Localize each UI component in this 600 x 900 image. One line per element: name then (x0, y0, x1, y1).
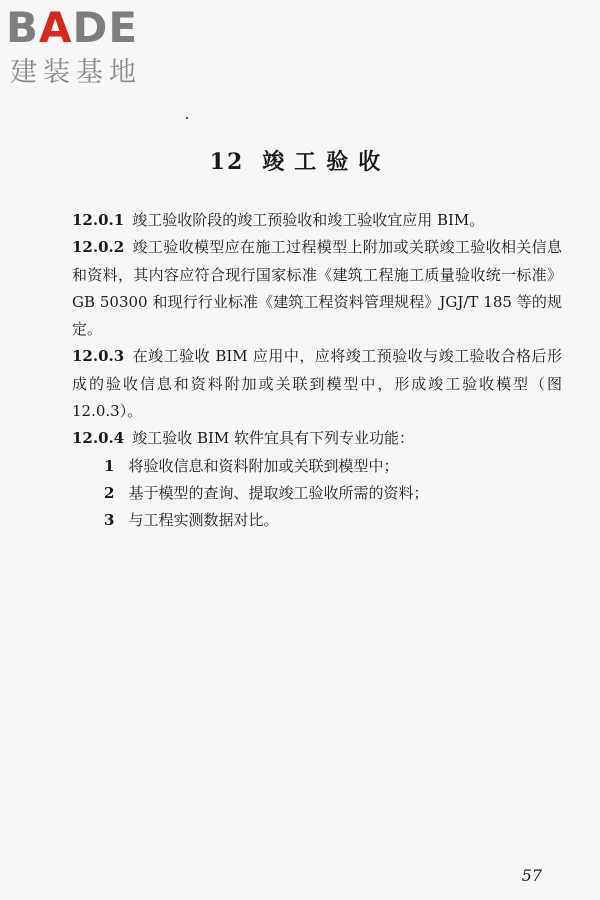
item-text: 基于模型的查询、提取竣工验收所需的资料； (128, 483, 429, 502)
clause (72, 234, 562, 343)
chapter-title: 竣工验收 (262, 149, 391, 175)
clause-text: 竣工验收 BIM 软件宜具有下列专业功能： (132, 429, 415, 448)
list-item (72, 480, 562, 507)
chapter-heading (0, 145, 600, 176)
list-item (72, 507, 562, 534)
bade-logo (6, 4, 176, 92)
clause-text: 竣工验收模型应在施工过程模型上附加或关联竣工验收相关信息和资料，其内容应符合现行国家标准《建筑工程施工质量验收统一标准》GB 50300 和现行行业标准《建筑工程资料管理规程》JGJ/T 185 等的规定。 (72, 238, 562, 339)
item-number: 2 (104, 483, 115, 502)
clause-number: 12.0.2 (72, 238, 125, 257)
item-text: 将验收信息和资料附加或关联到模型中； (128, 456, 399, 475)
item-number: 3 (104, 511, 115, 530)
list-item (72, 453, 562, 480)
document-body (72, 207, 562, 535)
item-number: 1 (104, 456, 115, 475)
clause-text: 在竣工验收 BIM 应用中，应将竣工预验收与竣工验收合格后形成的验收信息和资料附加或关联到模型中，形成竣工验收模型（图 12.0.3）。 (72, 347, 562, 421)
chapter-number: 12 (209, 149, 245, 175)
clause-text: 竣工验收阶段的竣工预验收和竣工验收宜应用 BIM。 (132, 211, 485, 229)
clause-number: 12.0.4 (72, 429, 125, 448)
logo-wordmark: BADE (6, 3, 139, 52)
clause-number: 12.0.1 (72, 211, 125, 229)
clause-number: 12.0.3 (72, 347, 125, 366)
logo-subtitle: 建装基地 (10, 57, 142, 88)
page-number: 57 (521, 866, 542, 885)
clause (72, 207, 562, 234)
clause (72, 343, 562, 425)
clause (72, 425, 562, 452)
stray-dot (186, 117, 188, 119)
item-text: 与工程实测数据对比。 (128, 511, 279, 530)
